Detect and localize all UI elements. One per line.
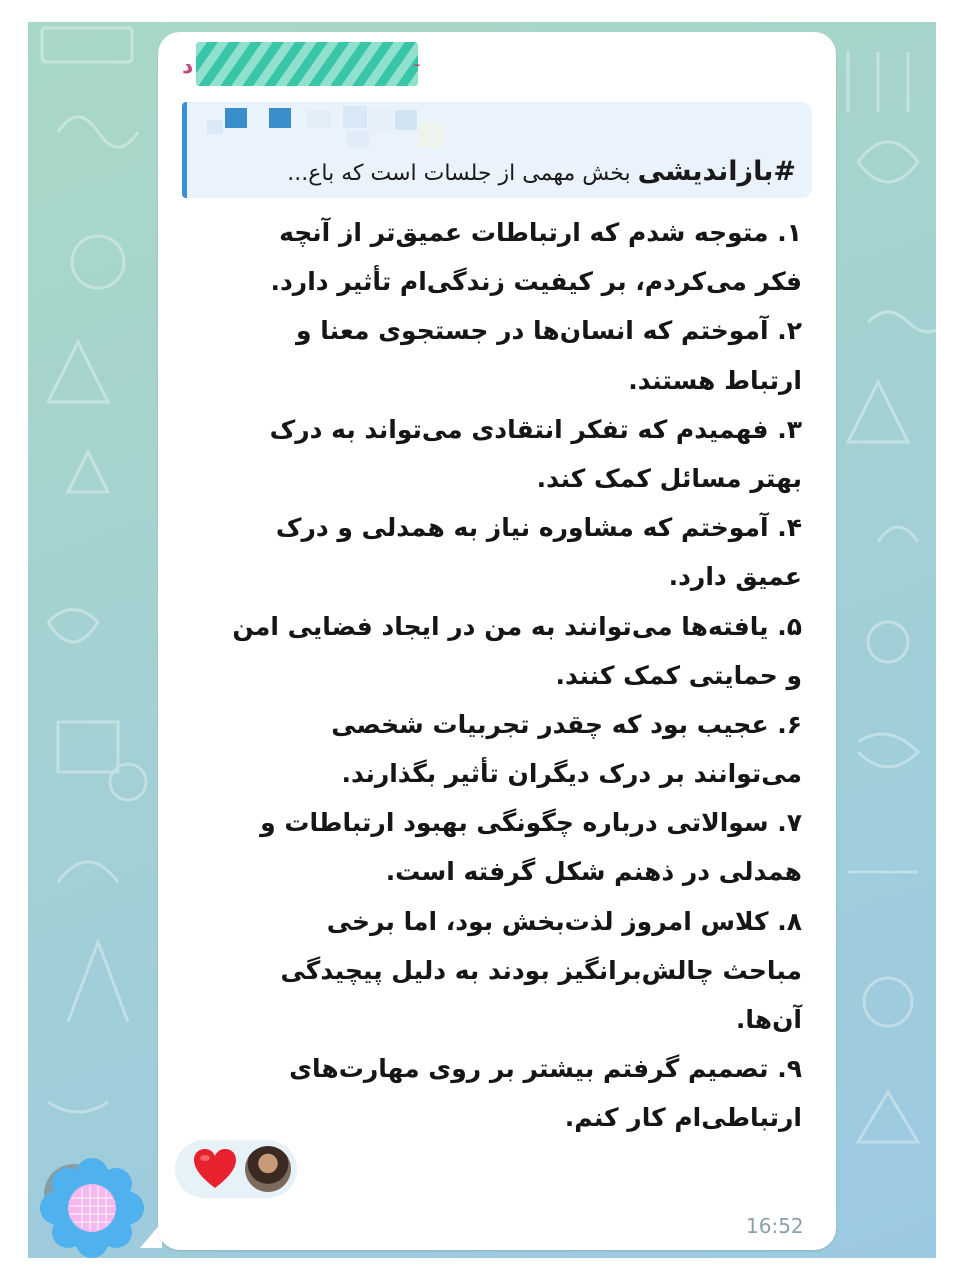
message-line: می‌توانند بر درک دیگران تأثیر بگذارند. — [341, 759, 802, 789]
red-heart-icon — [193, 1148, 237, 1190]
flower-icon — [38, 1158, 146, 1258]
message-line: مباحث چالش‌برانگیز بودند به دلیل پیچیدگی — [280, 955, 802, 985]
message-line: ۹. تصمیم گرفتم بیشتر بر روی مهارت‌های — [289, 1054, 802, 1084]
message-line: ۱. متوجه شدم که ارتباطات عمیق‌تر از آنچه — [279, 218, 802, 247]
reply-preview[interactable] — [182, 102, 812, 198]
message-line: ۷. سوالاتی درباره چگونگی بهبود ارتباطات و — [260, 808, 802, 838]
message-line: ۴. آموختم که مشاوره نیاز به همدلی و درک — [275, 513, 802, 543]
reactor-avatar[interactable] — [245, 1146, 291, 1192]
reply-preview-text: بخش مهمی از جلسات است که باع... — [287, 161, 631, 186]
reaction-chip[interactable] — [175, 1140, 297, 1198]
message-line: همدلی در ذهنم شکل گرفته است. — [385, 857, 802, 887]
message-line: بهتر مسائل کمک کند. — [536, 463, 802, 493]
sender-name-visible: د — [182, 54, 194, 79]
message-line: عمیق دارد. — [668, 562, 802, 592]
sender-name-redacted[interactable] — [196, 42, 418, 86]
message-text — [190, 208, 802, 1143]
message-line: فکر می‌کردم، بر کیفیت زندگی‌ام تأثیر دارد. — [270, 267, 802, 297]
reply-hashtag[interactable]: #بازاندیشی — [637, 156, 796, 187]
message-line: ۲. آموختم که انسان‌ها در جستجوی معنا و — [296, 316, 802, 346]
message-time: 16:52 — [746, 1214, 804, 1238]
message-line: ۳. فهمیدم که تفکر انتقادی می‌تواند به درک — [269, 414, 802, 444]
message-line: ۸. کلاس امروز لذت‌بخش بود، اما برخی — [326, 906, 802, 936]
message-line: و حمایتی کمک کنند. — [555, 660, 802, 690]
reply-author-redacted — [207, 104, 447, 150]
message-line: ۶. عجیب بود که چقدر تجربیات شخصی — [331, 709, 802, 739]
message-line: آن‌ها. — [735, 1005, 802, 1034]
message-line: ارتباط هستند. — [628, 365, 802, 395]
message-line: ۵. یافته‌ها می‌توانند به من در ایجاد فضایی امن — [232, 611, 802, 641]
sender-avatar[interactable] — [38, 1158, 146, 1258]
reply-text — [287, 156, 796, 187]
message-line: ارتباطی‌ام کار کنم. — [564, 1103, 802, 1133]
sender-name-tail: ـ — [414, 50, 420, 71]
